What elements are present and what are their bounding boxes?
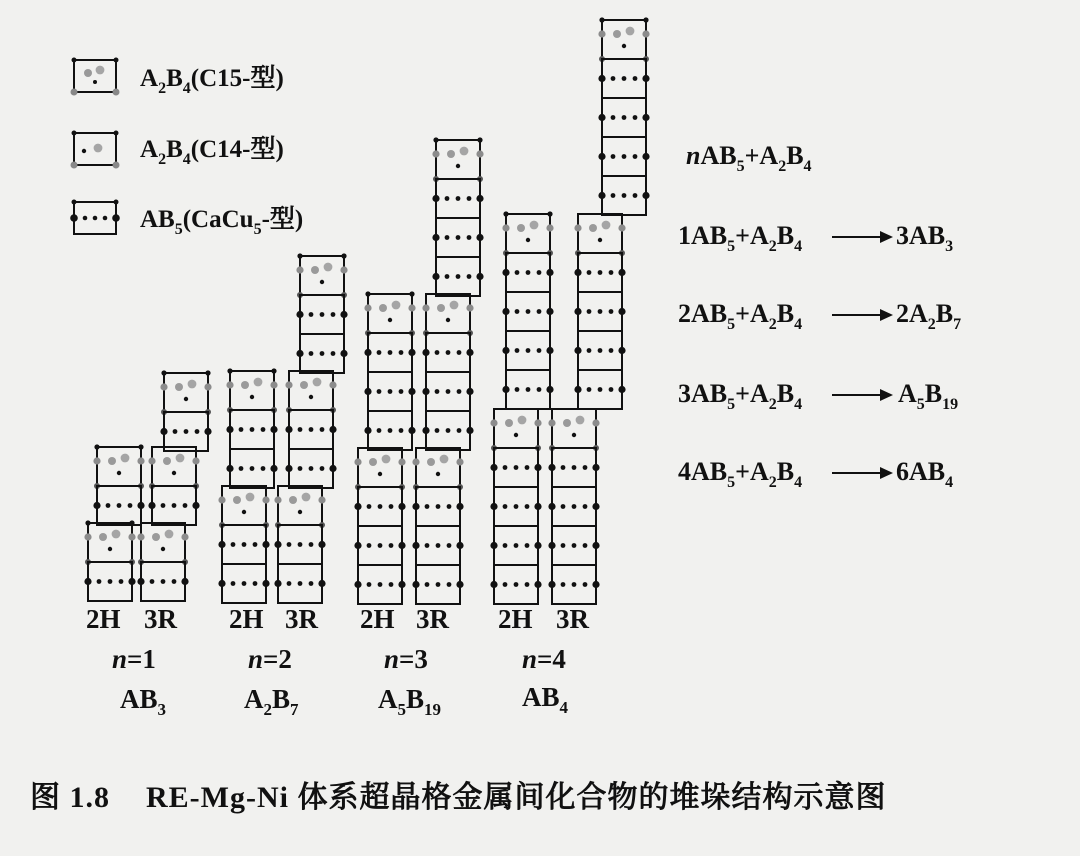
n-labels — [112, 644, 566, 674]
legend-label-c14: $A_2B_4(C14-$型) — [140, 136, 284, 168]
equation-reactant: $4AB_5+A_2B_4$ — [678, 457, 803, 491]
equation-product: $6AB_4$ — [896, 457, 954, 491]
arrow-head-icon — [880, 389, 893, 401]
n-label-3: n=3 — [384, 644, 428, 674]
equation-row — [678, 379, 958, 413]
cacu5-cell-icon — [70, 200, 120, 235]
legend-label-c15: $A_2B_4(C15-$型) — [140, 65, 284, 97]
column-n4-3r — [548, 17, 649, 604]
phase-label-ab3: $AB_3$ — [120, 684, 167, 719]
stack-label-2h: 2H — [229, 604, 264, 634]
phase-labels — [120, 682, 569, 719]
caption-text: RE-Mg-Ni 体系超晶格金属间化合物的堆垛结构示意图 — [146, 781, 887, 814]
c14-cell-icon — [71, 131, 120, 169]
column-n2-2h — [218, 368, 277, 603]
stack-label-2h: 2H — [498, 604, 533, 634]
stack-label-3r: 3R — [416, 604, 449, 634]
stack-label-3r: 3R — [285, 604, 318, 634]
column-labels — [86, 604, 590, 634]
phase-label-a2b7: $A_2B_7$ — [244, 684, 299, 719]
arrow-head-icon — [880, 309, 893, 321]
equation-reactant: $3AB_5+A_2B_4$ — [678, 379, 803, 413]
equation-reactant: $2AB_5+A_2B_4$ — [678, 299, 803, 333]
figure-caption — [30, 772, 1050, 816]
arrow-head-icon — [880, 231, 893, 243]
equation-reactant: $1AB_5+A_2B_4$ — [678, 221, 803, 255]
equation-row — [678, 457, 953, 491]
legend — [70, 58, 303, 239]
equation-product: $A_5B_{19}$ — [898, 379, 959, 413]
equation-row — [678, 299, 961, 333]
equation-row — [678, 221, 953, 255]
n-label-4: n=4 — [522, 644, 566, 674]
n-label-2: n=2 — [248, 644, 292, 674]
arrow-head-icon — [880, 467, 893, 479]
column-n1-2h-upper — [93, 444, 144, 525]
stack-columns — [84, 17, 649, 604]
column-n3-2h — [354, 291, 415, 604]
column-n4-2h — [490, 211, 553, 604]
equations — [678, 141, 961, 491]
phase-label-ab4: $AB_4$ — [522, 682, 569, 717]
figure-number: 图 1.8 — [30, 781, 110, 814]
equation-general: $nAB_5+A_2B_4$ — [686, 141, 812, 175]
stack-label-3r: 3R — [144, 604, 177, 634]
column-n3-3r — [412, 137, 483, 604]
stack-label-2h: 2H — [86, 604, 121, 634]
equation-product: $3AB_3$ — [896, 221, 954, 255]
legend-label-cacu5: $AB_5(CaCu_5-$型) — [140, 206, 304, 238]
column-n1-2h — [84, 520, 135, 601]
column-n1-3r — [137, 370, 211, 601]
stack-label-2h: 2H — [360, 604, 395, 634]
phase-label-a5b19: $A_5B_{19}$ — [378, 684, 442, 719]
c15-cell-icon — [71, 58, 120, 96]
equation-product: $2A_2B_7$ — [896, 299, 962, 333]
stack-label-3r: 3R — [556, 604, 589, 634]
n-label-1: n=1 — [112, 644, 156, 674]
column-n2-3r — [274, 253, 347, 603]
